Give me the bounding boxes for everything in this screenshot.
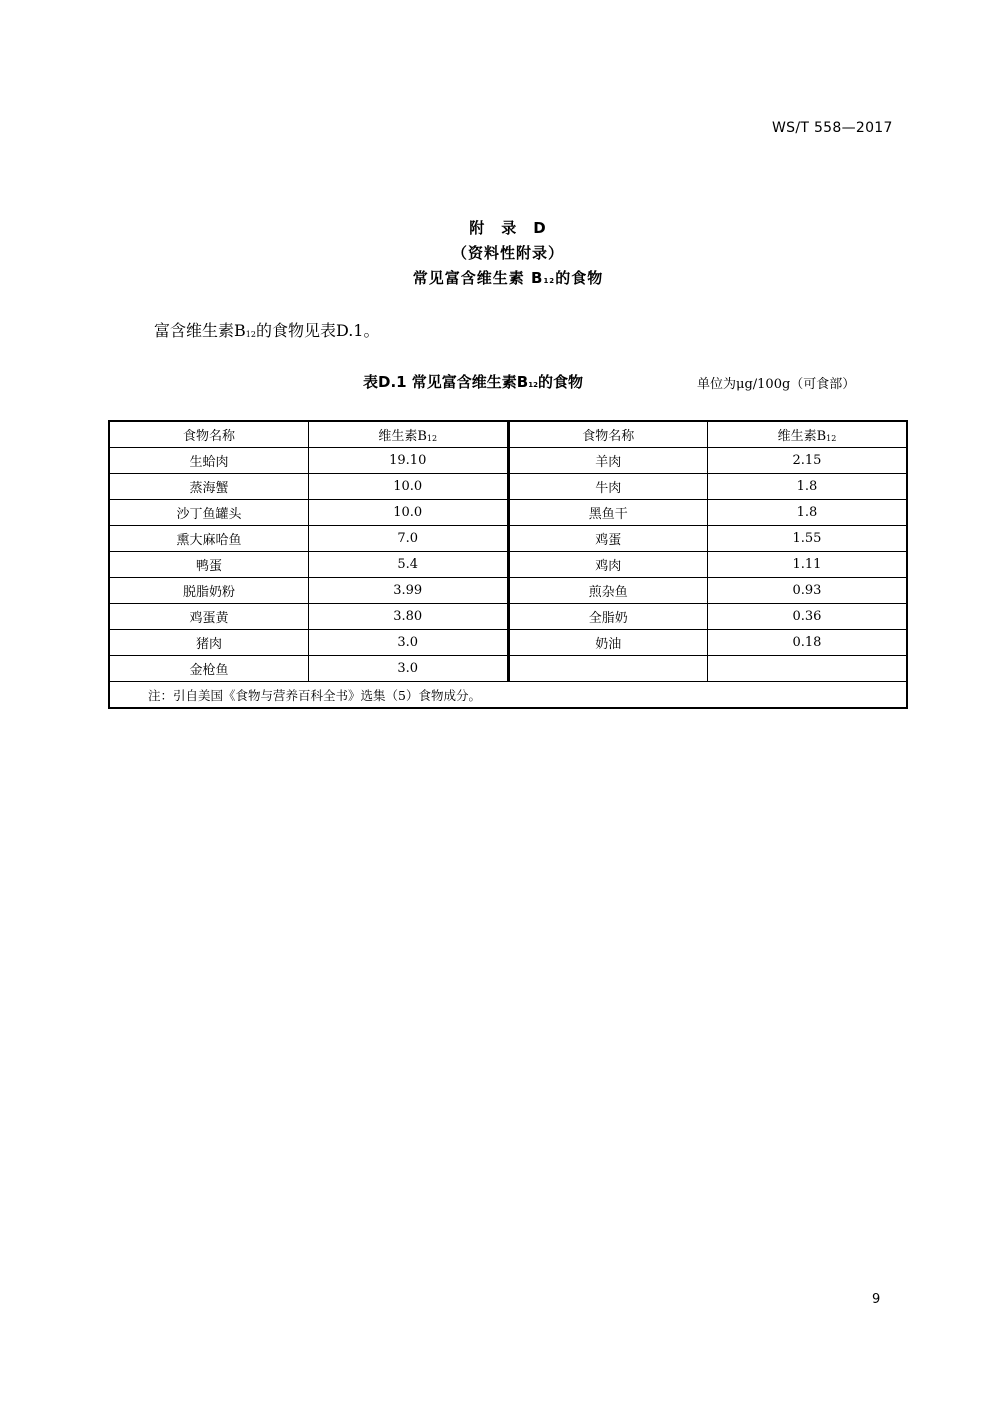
table-header-row bbox=[109, 421, 907, 448]
cell-b12-left: 3.0 bbox=[308, 630, 508, 656]
vitamin-b12-table bbox=[108, 420, 908, 709]
cell-b12-right: 1.11 bbox=[707, 552, 907, 578]
cell-food-right: 煎杂鱼 bbox=[508, 578, 707, 604]
cell-food-left: 沙丁鱼罐头 bbox=[109, 500, 308, 526]
appendix-title-post: 的食物 bbox=[555, 269, 604, 287]
table-title-pre: 表D.1 常见富含维生素B bbox=[363, 373, 529, 391]
table-unit: 单位为μg/100g（可食部） bbox=[697, 377, 856, 392]
header-food-name-right bbox=[508, 421, 707, 448]
cell-food-right: 鸡肉 bbox=[508, 552, 707, 578]
cell-b12-left: 3.0 bbox=[308, 656, 508, 682]
page-number: 9 bbox=[872, 1292, 881, 1307]
table-row bbox=[109, 656, 907, 682]
cell-b12-right: 0.93 bbox=[707, 578, 907, 604]
cell-food-left: 鸭蛋 bbox=[109, 552, 308, 578]
cell-b12-left: 5.4 bbox=[308, 552, 508, 578]
cell-b12-right bbox=[707, 656, 907, 682]
cell-b12-right: 1.8 bbox=[707, 474, 907, 500]
header-b12-left-text: 维生素B bbox=[378, 429, 427, 444]
standard-code: WS/T 558—2017 bbox=[772, 120, 893, 136]
cell-food-left: 金枪鱼 bbox=[109, 656, 308, 682]
intro-sub: 12 bbox=[245, 330, 256, 339]
cell-b12-right: 1.8 bbox=[707, 500, 907, 526]
header-b12-left-sub: 12 bbox=[426, 434, 438, 443]
appendix-title-pre: 常见富含维生素 B bbox=[412, 269, 544, 287]
cell-food-right: 牛肉 bbox=[508, 474, 707, 500]
appendix-label: 附 录 D bbox=[469, 219, 547, 237]
cell-food-right: 奶油 bbox=[508, 630, 707, 656]
table-row bbox=[109, 630, 907, 656]
cell-food-right: 羊肉 bbox=[508, 448, 707, 474]
cell-b12-right: 2.15 bbox=[707, 448, 907, 474]
cell-food-right: 鸡蛋 bbox=[508, 526, 707, 552]
cell-food-right: 全脂奶 bbox=[508, 604, 707, 630]
header-food-name-left-text: 食物名称 bbox=[182, 429, 235, 444]
cell-b12-left: 19.10 bbox=[308, 448, 508, 474]
cell-food-left: 蒸海蟹 bbox=[109, 474, 308, 500]
appendix-heading bbox=[0, 219, 992, 294]
cell-food-left: 鸡蛋黄 bbox=[109, 604, 308, 630]
header-food-name-right-text: 食物名称 bbox=[582, 429, 635, 444]
intro-post: 的食物见表D.1。 bbox=[255, 321, 380, 340]
table-row bbox=[109, 448, 907, 474]
table-row bbox=[109, 526, 907, 552]
cell-b12-right: 1.55 bbox=[707, 526, 907, 552]
cell-b12-left: 3.80 bbox=[308, 604, 508, 630]
table-title-sub: 12 bbox=[528, 381, 538, 389]
cell-b12-right: 0.36 bbox=[707, 604, 907, 630]
table-note-row bbox=[109, 682, 907, 709]
appendix-type: （资料性附录） bbox=[451, 244, 564, 262]
cell-b12-left: 10.0 bbox=[308, 474, 508, 500]
header-b12-right bbox=[707, 421, 907, 448]
appendix-title-sub: 12 bbox=[543, 277, 556, 285]
table-title-post: 的食物 bbox=[538, 373, 584, 391]
header-b12-left bbox=[308, 421, 508, 448]
appendix-title bbox=[0, 269, 992, 294]
table-row bbox=[109, 552, 907, 578]
header-b12-right-text: 维生素B bbox=[777, 429, 827, 444]
intro-pre: 富含维生素B bbox=[154, 321, 246, 340]
table-note: 注：引自美国《食物与营养百科全书》选集（5）食物成分。 bbox=[109, 682, 907, 709]
table-row bbox=[109, 604, 907, 630]
table-row bbox=[109, 500, 907, 526]
cell-food-left: 脱脂奶粉 bbox=[109, 578, 308, 604]
table-row bbox=[109, 578, 907, 604]
cell-b12-right: 0.18 bbox=[707, 630, 907, 656]
cell-b12-left: 10.0 bbox=[308, 500, 508, 526]
cell-food-left: 生蛤肉 bbox=[109, 448, 308, 474]
header-b12-right-sub: 12 bbox=[826, 434, 837, 443]
cell-b12-left: 7.0 bbox=[308, 526, 508, 552]
header-food-name-left bbox=[109, 421, 308, 448]
cell-b12-left: 3.99 bbox=[308, 578, 508, 604]
cell-food-right bbox=[508, 656, 707, 682]
cell-food-right: 黑鱼干 bbox=[508, 500, 707, 526]
table-title bbox=[363, 371, 583, 392]
intro-paragraph bbox=[154, 318, 379, 341]
cell-food-left: 猪肉 bbox=[109, 630, 308, 656]
cell-food-left: 熏大麻哈鱼 bbox=[109, 526, 308, 552]
table-row bbox=[109, 474, 907, 500]
